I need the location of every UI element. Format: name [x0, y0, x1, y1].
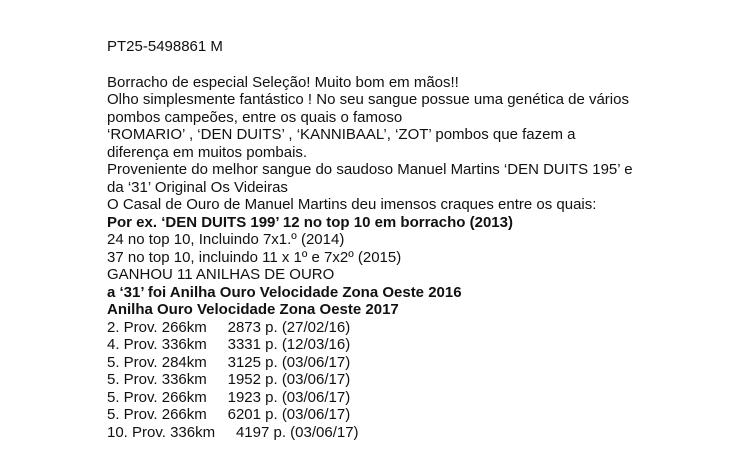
text-line: Proveniente do melhor sangue do saudoso Manuel Martins ‘DEN DUITS 195’ e	[107, 161, 633, 178]
text-line: diferença em muitos pombais.	[107, 143, 308, 161]
text-line: Por ex. ‘DEN DUITS 199’ 12 no top 10 em borracho (2013)	[107, 213, 513, 231]
text-line: 10. Prov. 336km 4197 p. (03/06/17)	[107, 423, 359, 441]
ring-code: PT25-5498861 M	[107, 38, 223, 55]
text-line: 37 no top 10, incluindo 11 x 1º e 7x2º (2015)	[107, 248, 402, 266]
text-line: 5. Prov. 284km 3125 p. (03/06/17)	[107, 353, 351, 371]
text-line: 24 no top 10, Incluindo 7x1.º (2014)	[107, 231, 345, 248]
text-line: 5. Prov. 266km 6201 p. (03/06/17)	[107, 406, 351, 423]
text-line: 4. Prov. 336km 3331 p. (12/03/16)	[107, 336, 351, 353]
description-text	[107, 74, 727, 442]
text-line: Anilha Ouro Velocidade Zona Oeste 2017	[107, 301, 399, 318]
text-line: ‘ROMARIO’ , ‘DEN DUITS’ , ‘KANNIBAAL’, ‘ZOT’ pombos que fazem a	[107, 126, 576, 143]
text-line: GANHOU 11 ANILHAS DE OURO	[107, 266, 335, 283]
text-line: Borracho de especial Seleção! Muito bom em mãos!!	[107, 73, 459, 91]
text-line: pombos campeões, entre os quais o famoso	[107, 108, 403, 126]
text-line: Olho simplesmente fantástico ! No seu sangue possue uma genética de vários	[107, 91, 629, 108]
spacer	[107, 56, 727, 74]
text-line: 5. Prov. 336km 1952 p. (03/06/17)	[107, 371, 351, 388]
text-line: a ‘31’ foi Anilha Ouro Velocidade Zona Oeste 2016	[107, 283, 462, 301]
text-line: da ‘31’ Original Os Videiras	[107, 178, 288, 196]
document-body	[107, 38, 727, 441]
text-line: 5. Prov. 266km 1923 p. (03/06/17)	[107, 388, 351, 406]
text-line: O Casal de Ouro de Manuel Martins deu imensos craques entre os quais:	[107, 196, 597, 213]
text-line: 2. Prov. 266km 2873 p. (27/02/16)	[107, 318, 351, 336]
